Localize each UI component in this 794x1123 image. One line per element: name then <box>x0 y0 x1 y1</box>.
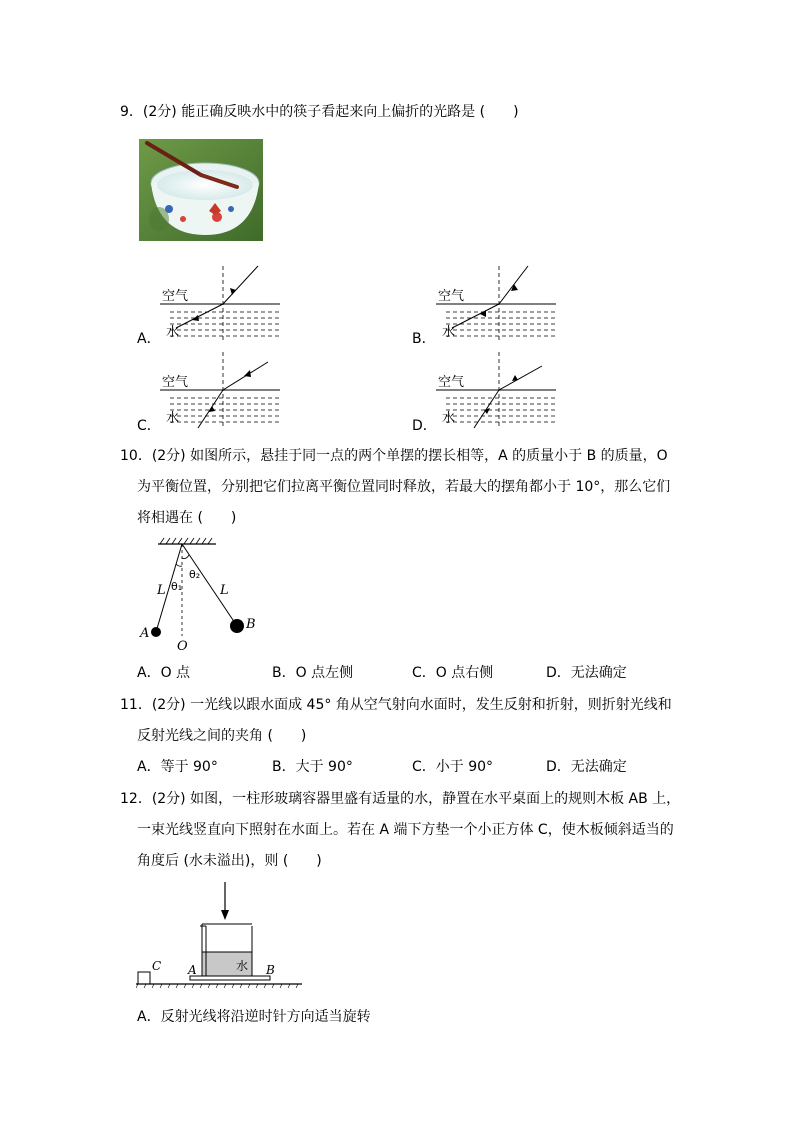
ball-b-label: B <box>246 617 256 632</box>
svg-text:水: 水 <box>166 411 180 426</box>
ball-a-label: A <box>140 626 150 641</box>
q11-option-a: A．等于 90° <box>137 759 218 775</box>
length-label-right: L <box>220 583 229 598</box>
q10-line3: 将相遇在 ( ) <box>137 510 237 526</box>
q10-option-d: D．无法确定 <box>546 665 627 681</box>
q11-option-b: B．大于 90° <box>272 759 353 775</box>
cube-c-label: C <box>152 959 162 973</box>
q12-line1: 12．(2分) 如图，一柱形玻璃容器里盛有适量的水，静置在水平桌面上的规则木板 AB 上， <box>120 791 681 807</box>
q9-option-a-label: A． <box>137 331 161 347</box>
q9-option-c-diagram <box>160 348 284 430</box>
q9-option-d-label: D． <box>412 418 437 434</box>
q11-option-d: D．无法确定 <box>546 759 627 775</box>
theta1-label: θ₁ <box>171 580 183 593</box>
svg-text:空气: 空气 <box>162 375 189 390</box>
q10-line2: 为平衡位置，分别把它们拉离平衡位置同时释放，若最大的摆角都小于 10°，那么它们 <box>137 479 671 495</box>
q11-option-c: C．小于 90° <box>412 759 494 775</box>
water-label: 水 <box>236 959 249 973</box>
svg-text:水: 水 <box>442 325 456 340</box>
theta2-label: θ₂ <box>189 568 201 581</box>
q9-option-c-label: C． <box>137 418 161 434</box>
pendulum-figure <box>136 536 272 652</box>
q9-stem: 9．(2分) 能正确反映水中的筷子看起来向上偏折的光路是 ( ) <box>120 104 519 120</box>
length-label-left: L <box>157 583 166 598</box>
svg-text:空气: 空气 <box>438 375 465 390</box>
end-a-label: A <box>188 963 197 977</box>
q9-option-b-diagram <box>436 262 560 344</box>
q10-line1: 10．(2分) 如图所示，悬挂于同一点的两个单摆的摆长相等，A 的质量小于 B 的质量，O <box>120 448 668 464</box>
equilibrium-o-label: O <box>177 639 188 652</box>
q12-line3: 角度后 (水未溢出)，则 ( ) <box>137 853 322 869</box>
air-label: 空气 <box>162 289 189 304</box>
water-label: 水 <box>166 325 180 340</box>
bowl-photo <box>139 139 263 241</box>
end-b-label: B <box>266 963 275 977</box>
q9-option-a-diagram <box>160 262 284 344</box>
q10-option-c: C．O 点右侧 <box>412 665 494 681</box>
q9-option-d-diagram <box>436 348 560 430</box>
q12-line2: 一束光线竖直向下照射在水面上。若在 A 端下方垫一个小正方体 C，使木板倾斜适当的 <box>137 822 674 838</box>
q9-option-b-label: B． <box>412 331 436 347</box>
container-figure <box>136 880 306 992</box>
svg-text:空气: 空气 <box>438 289 465 304</box>
q10-option-a: A．O 点 <box>137 665 191 681</box>
q11-line1: 11．(2分) 一光线以跟水面成 45° 角从空气射向水面时，发生反射和折射，则折射光线和 <box>120 697 672 713</box>
q11-line2: 反射光线之间的夹角 ( ) <box>137 728 307 744</box>
svg-text:水: 水 <box>442 411 456 426</box>
q12-option-a: A．反射光线将沿逆时针方向适当旋转 <box>137 1009 371 1025</box>
q10-option-b: B．O 点左侧 <box>272 665 354 681</box>
